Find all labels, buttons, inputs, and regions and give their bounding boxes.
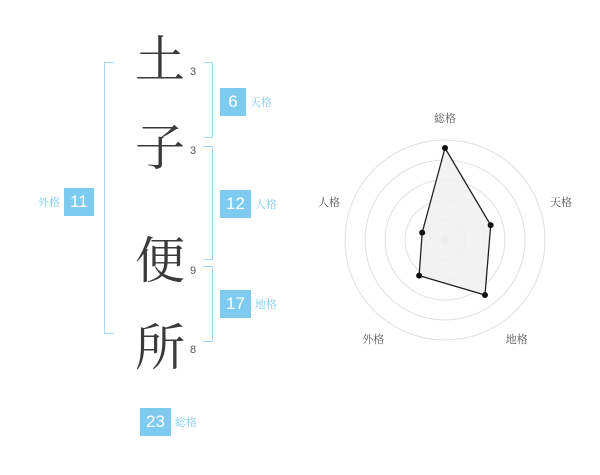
score-value: 23 xyxy=(140,408,171,436)
name-character: 所 xyxy=(135,319,185,377)
stroke-count: 3 xyxy=(190,66,197,78)
score-soukaku xyxy=(140,408,197,436)
score-label: 天格 xyxy=(250,96,272,109)
score-tenkaku xyxy=(220,88,272,116)
bracket-tenkaku xyxy=(203,62,213,138)
score-value: 6 xyxy=(220,88,246,116)
score-jinkaku xyxy=(220,190,277,218)
score-label: 外格 xyxy=(38,196,60,209)
name-character: 土 xyxy=(135,31,185,89)
radar-axis-label: 外格 xyxy=(362,332,385,346)
name-character: 子 xyxy=(135,119,185,177)
stroke-count: 9 xyxy=(190,265,197,277)
bracket-jinkaku xyxy=(203,146,213,260)
radar-chart-panel xyxy=(300,0,600,470)
name-analysis-panel xyxy=(0,0,300,470)
score-label: 地格 xyxy=(254,298,277,311)
bracket-chikaku xyxy=(203,266,213,342)
score-label: 人格 xyxy=(254,198,277,211)
radar-axis-label: 地格 xyxy=(505,332,528,346)
score-label: 総格 xyxy=(174,416,197,429)
stroke-count: 8 xyxy=(190,344,197,356)
radar-chart xyxy=(300,0,600,470)
score-value: 17 xyxy=(220,290,251,318)
radar-axis-label: 人格 xyxy=(317,196,340,210)
radar-axis-label: 天格 xyxy=(550,196,573,210)
radar-axis-label: 総格 xyxy=(434,112,456,125)
stroke-count: 3 xyxy=(190,145,197,157)
score-value: 12 xyxy=(220,190,251,218)
score-chikaku xyxy=(220,290,277,318)
score-value: 11 xyxy=(64,188,94,216)
bracket-gaikaku xyxy=(104,62,114,334)
name-character: 便 xyxy=(135,232,185,290)
score-gaikaku xyxy=(38,188,94,216)
